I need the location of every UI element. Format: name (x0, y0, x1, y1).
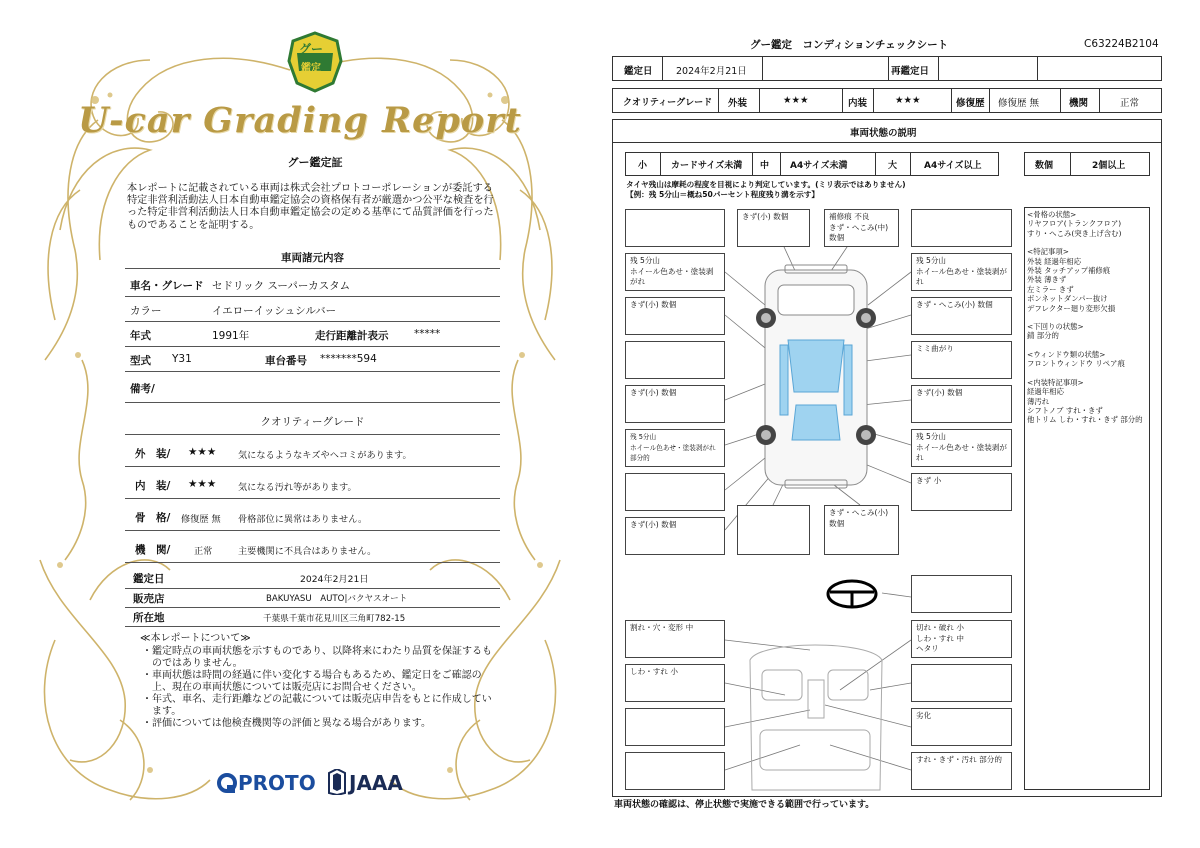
damage-box-right-fender (911, 297, 1012, 335)
frame-note: 骨格部位に異常はありません。 (238, 514, 368, 525)
date-value: 2024年2月21日 (676, 66, 747, 77)
ucar-grading-report-title: U-car Grading Report (78, 100, 522, 141)
damage-note: きず(小) 数個 (916, 388, 963, 397)
footer-note: 車両状態の確認は、停止状態で実施できる範囲で行っています。 (614, 800, 875, 810)
divider (125, 530, 500, 531)
condition-check-sheet (600, 0, 1200, 848)
exterior-grade: ★★★ (188, 446, 217, 458)
certificate-body: 本レポートに記載されている車両は株式会社プロトコーポレーションが委託する特定非営利活動法人日本自動車鑑定協会の資格保有者が厳選かつ公平な検査を行った特定非営利活動法人日本自動車鑑定協会の定める基準にて品質評価を行ったものであることを証明する。 (127, 183, 494, 231)
ext-label: 外装 (728, 98, 748, 109)
spacer (1027, 369, 1159, 378)
damage-box-left-door (625, 385, 725, 423)
damage-note: 残 5分山 ホイール色あせ・塗装剥がれ (916, 256, 1007, 286)
damage-note: きず 小 (916, 476, 942, 485)
frame-heading: <骨格の状態> (1027, 210, 1077, 219)
legend-count-desc: 2個以上 (1092, 161, 1126, 171)
divider (125, 296, 500, 297)
certificate-title: グー鑑定証 (287, 156, 343, 169)
color-value: イエローイッシュシルバー (212, 305, 337, 317)
tire-example: 【例：残 5分山＝概ね50パーセント程度残り溝を示す】 (626, 190, 819, 199)
spec-heading: 車両諸元内容 (281, 252, 344, 264)
damage-note: きず(小) 数個 (630, 520, 677, 529)
divider (125, 607, 500, 608)
model-label: 型式 (130, 355, 151, 367)
interior-note: 切れ・破れ 小 しわ・すれ 中 ヘタリ (916, 623, 964, 653)
tire-note: タイヤ残山は摩耗の程度を目視により判定しています。(ミリ表示ではありません) (626, 180, 906, 189)
ext-value: ★★★ (783, 95, 809, 106)
quality-grade-label: クオリティーグレード (623, 98, 713, 108)
exterior-label: 外 装/ (135, 448, 171, 460)
divider (125, 434, 500, 435)
badge-bottom-text: 鑑定 (301, 63, 321, 74)
jaaa-logo-icon (327, 769, 347, 795)
tire-box-rear-right (911, 429, 1012, 467)
condition-item: ボンネットダンパー抜け (1027, 294, 1108, 304)
special-heading: <特記事項> (1027, 247, 1069, 257)
legend-large: 大 (888, 161, 898, 171)
interior-label: 内 装/ (135, 480, 171, 492)
condition-item: すり・へこみ(突き上げ含む) (1027, 228, 1122, 238)
condition-item: シフトノブ すれ・きず (1027, 405, 1103, 415)
note-item: ・年式、車名、走行距離などの記載については販売店申告をもとに作成しています。 (142, 694, 492, 717)
interior-box (625, 752, 725, 790)
odometer-label: 走行距離計表示 (315, 330, 389, 342)
damage-box (737, 505, 810, 555)
engine-label: 機関 (1069, 98, 1089, 109)
quality-heading: クオリティーグレード (260, 416, 365, 428)
date-label: 鑑定日 (624, 66, 653, 77)
damage-box-rear-left (625, 517, 725, 555)
legend-large-desc: A4サイズ以上 (924, 161, 982, 171)
frame-grade: 修復歴 無 (181, 514, 221, 525)
damage-note: きず・へこみ(小) 数個 (916, 300, 993, 309)
divider (125, 346, 500, 347)
appraisal-date-value: 2024年2月21日 (300, 574, 369, 585)
exterior-note: 気になるようなキズやヘコミがあります。 (238, 450, 412, 461)
report-notes (140, 633, 495, 730)
interior-note: 気になる汚れ等があります。 (238, 482, 357, 493)
damage-note: きず(小) 数個 (630, 300, 677, 309)
frame-label: 骨 格/ (135, 512, 171, 524)
jaaa-logo-text: JAAA (349, 771, 403, 795)
window-heading: <ウィンドウ類の状態> (1027, 349, 1106, 359)
int-value: ★★★ (895, 95, 921, 106)
engine-label: 機 関/ (135, 544, 171, 556)
tire-box-rear-left (625, 429, 725, 467)
note-item: ・車両状態は時間の経過に伴い変化する場合もあるため、鑑定日をご確認の上、現在の車両状態については販売店にお問合せください。 (142, 670, 482, 693)
odometer-value: ***** (414, 328, 441, 340)
damage-box (911, 209, 1012, 247)
divider (125, 371, 500, 372)
condition-item: 経過年相応 (1027, 387, 1064, 397)
condition-item: 左ミラー きず (1027, 284, 1074, 294)
condition-item: 錆 部分的 (1027, 331, 1059, 341)
repair-value: 修復歴 無 (998, 98, 1040, 109)
interior-box-driver-seat (911, 620, 1012, 658)
divider (125, 588, 500, 589)
proto-logo-icon (216, 772, 238, 794)
interior-grade: ★★★ (188, 478, 217, 490)
int-label: 内装 (848, 98, 868, 109)
chassis-label: 車台番号 (265, 355, 307, 367)
damage-note: 残 5分山 ホイール色あせ・塗装剥がれ 部分的 (630, 433, 716, 462)
damage-box (625, 341, 725, 379)
interior-box-rear-seat (911, 752, 1012, 790)
interior-note: 劣化 (916, 711, 932, 720)
divider (125, 268, 500, 269)
condition-item: 外装 経過年相応 (1027, 256, 1082, 266)
interior-box (911, 664, 1012, 702)
tire-box-front-left (625, 253, 725, 291)
damage-note: 残 5分山 ホイール色あせ・塗装剥がれ (630, 256, 714, 286)
interior-heading: <内装特記事項> (1027, 377, 1084, 387)
name-value: セドリック スーパーカスタム (212, 280, 351, 292)
divider (125, 402, 500, 403)
address-label: 所在地 (133, 612, 165, 624)
note-item: ・鑑定時点の車両状態を示すものであり、以降将来にわたり品質を保証するものではありません。 (142, 646, 492, 669)
section-title: 車両状態の説明 (850, 128, 917, 139)
damage-note: 残 5分山 ホイール色あせ・塗装剥がれ (916, 432, 1007, 462)
damage-box-rear (824, 505, 899, 555)
damage-box-right-pillar (911, 341, 1012, 379)
chassis-value: *******594 (320, 353, 377, 365)
interior-note: しわ・すれ 小 (630, 667, 678, 676)
legend-count: 数個 (1035, 161, 1054, 171)
notes-heading: ≪本レポートについて≫ (140, 633, 251, 644)
address-value: 千葉県千葉市花見川区三角町782-15 (263, 614, 406, 624)
interior-box-console (911, 708, 1012, 746)
legend-small: 小 (638, 161, 648, 171)
damage-note: きず・へこみ(小) 数個 (829, 508, 889, 528)
interior-box-dash (625, 620, 725, 658)
condition-item: フロントウィンドウ リペア痕 (1027, 359, 1125, 369)
remarks-label: 備考/ (130, 383, 155, 395)
condition-item: 薄汚れ (1027, 396, 1050, 406)
damage-note: ミミ曲がり (916, 344, 954, 353)
damage-box-front (824, 209, 899, 247)
engine-value: 正常 (1120, 98, 1140, 109)
underbody-heading: <下回りの状態> (1027, 322, 1084, 332)
name-label: 車名・グレード (130, 280, 204, 292)
divider (125, 466, 500, 467)
condition-item: 外装 薄きず (1027, 275, 1067, 285)
damage-box (625, 209, 725, 247)
condition-notes (1027, 210, 1159, 425)
proto-logo: PROTO (238, 771, 316, 795)
divider (125, 562, 500, 563)
damage-note: 補修痕 不良 きず・へこみ(中) 数個 (829, 212, 889, 242)
interior-box-front-seat (625, 664, 725, 702)
appraisal-date-label: 鑑定日 (133, 573, 165, 585)
damage-box-rear-right (911, 473, 1012, 511)
jaaa-logo (327, 769, 403, 799)
color-label: カラー (130, 305, 162, 317)
damage-box-left-fender (625, 297, 725, 335)
legend-mid: 中 (760, 161, 770, 171)
year-value: 1991年 (212, 330, 250, 342)
repair-label: 修復歴 (956, 98, 985, 109)
engine-note: 主要機関に不具合はありません。 (238, 546, 377, 557)
damage-box (625, 473, 725, 511)
note-item: ・評価については他検査機関等の評価と異なる場合があります。 (142, 718, 431, 729)
dealer-value: BAKUYASU AUTO|バクヤスオート (266, 594, 408, 604)
legend-small-desc: カードサイズ未満 (671, 161, 743, 171)
condition-item: デフレクター廻り変形欠損 (1027, 303, 1116, 313)
sheet-title: グー鑑定 コンディションチェックシート (750, 39, 949, 51)
divider (125, 498, 500, 499)
spacer (1027, 238, 1159, 247)
legend-mid-desc: A4サイズ未満 (790, 161, 848, 171)
divider (125, 626, 500, 627)
damage-note: きず(小) 数個 (742, 212, 789, 221)
tire-box-front-right (911, 253, 1012, 291)
recheck-label: 再鑑定日 (891, 66, 930, 77)
dealer-label: 販売店 (133, 593, 165, 605)
engine-grade: 正常 (194, 546, 213, 557)
year-label: 年式 (130, 330, 151, 342)
condition-item: リヤフロア(トランクフロア) (1027, 219, 1122, 229)
spacer (1027, 341, 1159, 350)
model-value: Y31 (172, 353, 192, 365)
interior-note: すれ・きず・汚れ 部分的 (916, 755, 1002, 764)
damage-box-steering (911, 575, 1012, 613)
spacer (1027, 313, 1159, 322)
badge-top-text: グー (299, 42, 324, 56)
interior-note: 割れ・穴・変形 中 (630, 623, 694, 632)
divider (125, 321, 500, 322)
damage-box-front-left (737, 209, 810, 247)
interior-box (625, 708, 725, 746)
sheet-id: C63224B2104 (1084, 38, 1159, 50)
condition-item: 他トリム しわ・すれ・きず 部分的 (1027, 415, 1143, 425)
condition-item: 外装 タッチアップ補修痕 (1027, 266, 1111, 276)
damage-note: きず(小) 数個 (630, 388, 677, 397)
damage-box-right-door (911, 385, 1012, 423)
